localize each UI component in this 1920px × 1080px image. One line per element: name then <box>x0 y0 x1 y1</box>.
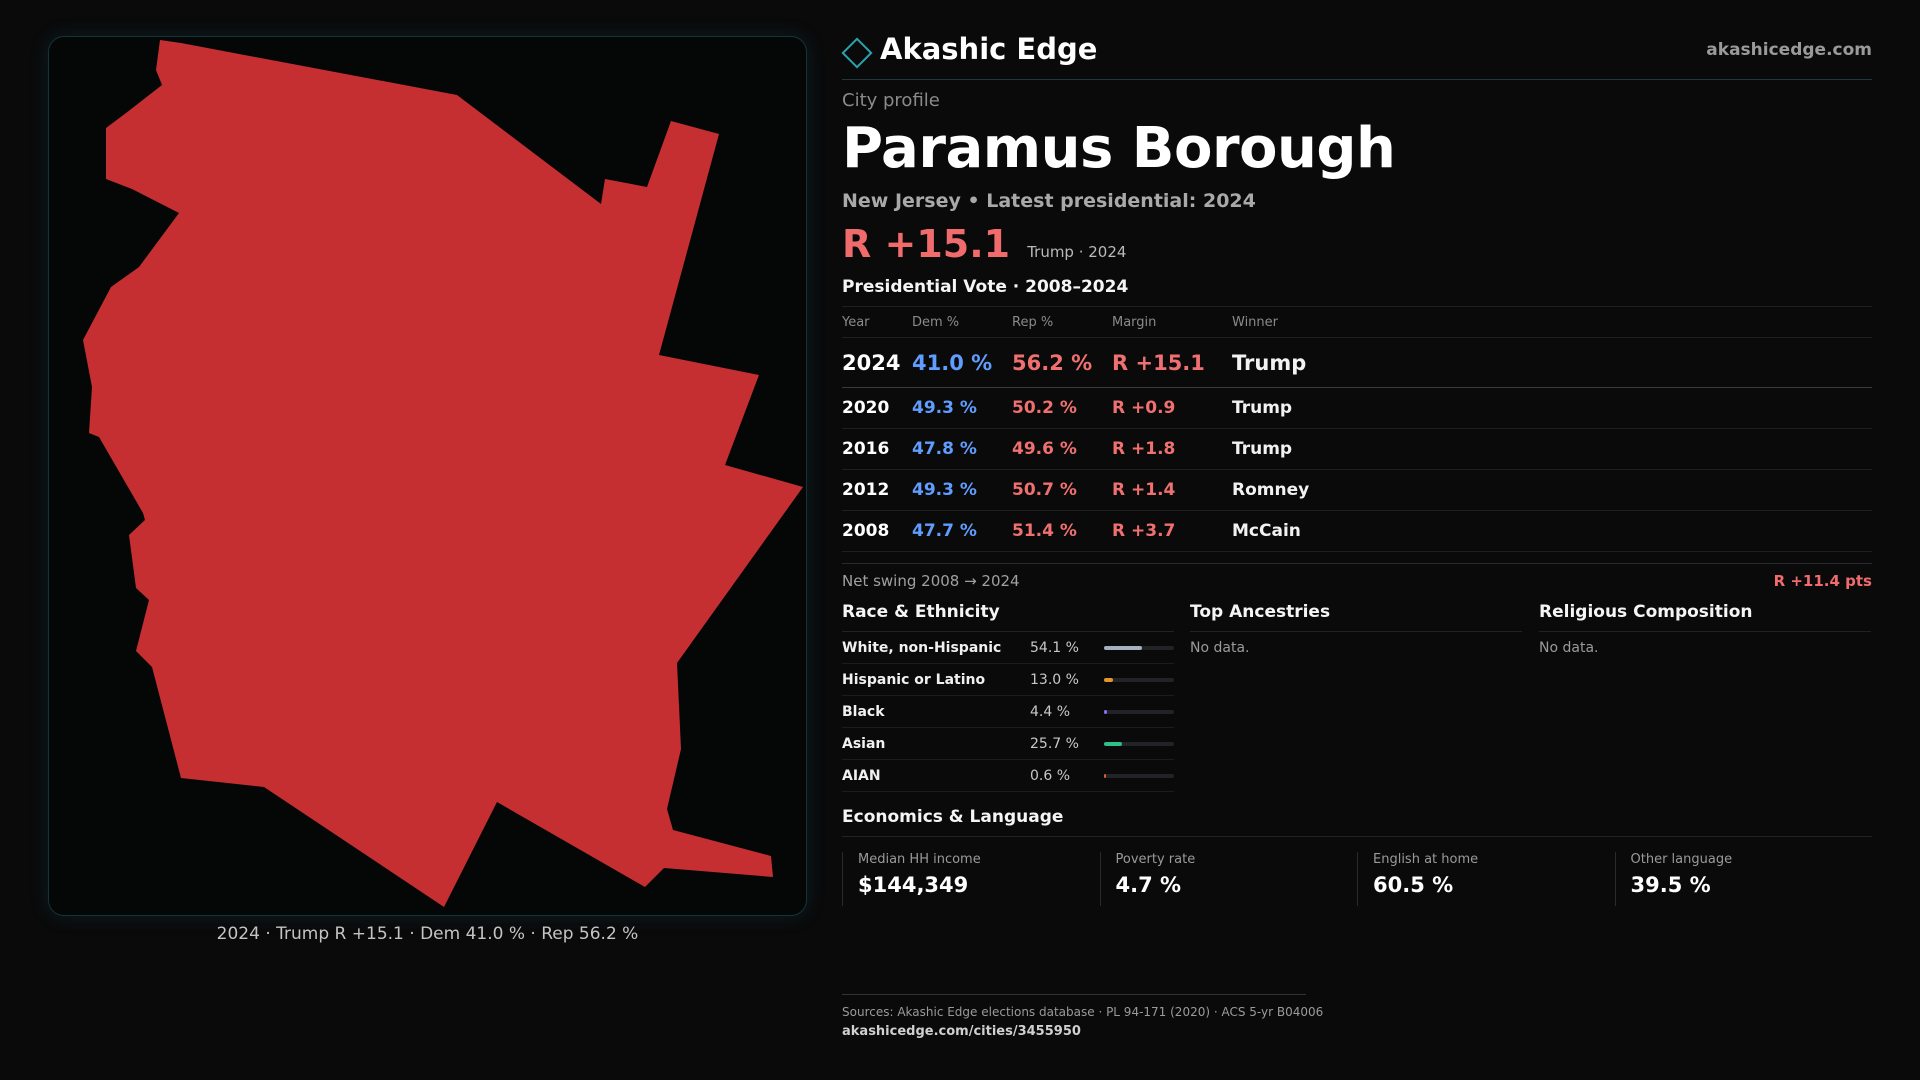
race-percent: 54.1 % <box>1030 639 1079 656</box>
municipality-map[interactable] <box>49 37 807 916</box>
vote-table-header <box>842 306 1872 338</box>
row-margin: R +1.4 <box>1112 480 1176 500</box>
footer-sources: Sources: Akashic Edge elections database · PL 94-171 (2020) · ACS 5-yr B04006 <box>842 1005 1324 1019</box>
race-label: White, non-Hispanic <box>842 639 1002 656</box>
race-row <box>842 728 1174 760</box>
row-winner: Trump <box>1232 398 1293 418</box>
race-label: AIAN <box>842 767 881 784</box>
economics-title: Economics & Language <box>842 807 1064 827</box>
municipality-shape[interactable] <box>83 40 803 907</box>
race-bar-track <box>1104 710 1174 714</box>
header-rep: Rep % <box>1012 314 1054 330</box>
race-row <box>842 696 1174 728</box>
vote-section-title: Presidential Vote · 2008–2024 <box>842 277 1129 297</box>
header-year: Year <box>842 314 870 330</box>
race-bar-track <box>1104 646 1174 650</box>
table-row <box>842 470 1872 511</box>
top-header <box>842 30 1872 80</box>
row-margin: R +15.1 <box>1112 350 1205 375</box>
row-rep: 51.4 % <box>1012 521 1077 541</box>
footer-url-link[interactable]: akashicedge.com/cities/3455950 <box>842 1024 1081 1039</box>
footer <box>842 994 1324 1039</box>
vote-table <box>842 306 1872 552</box>
econ-label: Poverty rate <box>1115 852 1196 867</box>
race-bar-fill <box>1104 742 1122 746</box>
row-year: 2008 <box>842 521 890 541</box>
table-row <box>842 338 1872 388</box>
table-row <box>842 388 1872 429</box>
map-panel[interactable] <box>48 36 807 916</box>
econ-cell-income <box>842 852 1100 906</box>
econ-value: 60.5 % <box>1373 873 1454 897</box>
race-label: Hispanic or Latino <box>842 671 986 688</box>
race-percent: 25.7 % <box>1030 735 1079 752</box>
net-swing-value: R +11.4 pts <box>1773 572 1872 590</box>
row-winner: McCain <box>1232 521 1301 541</box>
table-row <box>842 429 1872 470</box>
row-winner: Romney <box>1232 480 1310 500</box>
race-bar-fill <box>1104 646 1142 650</box>
map-caption: 2024 · Trump R +15.1 · Dem 41.0 % · Rep 56.2 % <box>216 924 639 944</box>
row-margin: R +3.7 <box>1112 521 1176 541</box>
profile-kicker: City profile <box>842 90 940 111</box>
race-row <box>842 632 1174 664</box>
page-title: Paramus Borough <box>842 116 1396 181</box>
race-row <box>842 760 1174 792</box>
econ-label: Median HH income <box>858 852 981 867</box>
ancestries-title: Top Ancestries <box>1190 602 1522 632</box>
race-bar-fill <box>1104 678 1113 682</box>
row-dem: 49.3 % <box>912 480 977 500</box>
row-margin: R +1.8 <box>1112 439 1176 459</box>
race-row <box>842 664 1174 696</box>
econ-cell-english <box>1357 852 1615 906</box>
row-rep: 49.6 % <box>1012 439 1077 459</box>
race-bar-track <box>1104 774 1174 778</box>
header-dem: Dem % <box>912 314 960 330</box>
lead-result <box>842 222 1126 266</box>
row-dem: 49.3 % <box>912 398 977 418</box>
site-url-link[interactable]: akashicedge.com <box>1706 40 1872 60</box>
race-percent: 0.6 % <box>1030 767 1071 784</box>
row-dem: 47.8 % <box>912 439 977 459</box>
race-label: Black <box>842 703 885 720</box>
row-dem: 47.7 % <box>912 521 977 541</box>
net-swing-label: Net swing 2008 → 2024 <box>842 572 1020 590</box>
page-subtitle: New Jersey • Latest presidential: 2024 <box>842 190 1256 212</box>
race-list <box>842 632 1174 792</box>
econ-value: $144,349 <box>858 873 969 897</box>
econ-value: 39.5 % <box>1630 873 1711 897</box>
row-margin: R +0.9 <box>1112 398 1176 418</box>
econ-value: 4.7 % <box>1115 873 1182 897</box>
race-bar-track <box>1104 742 1174 746</box>
row-winner: Trump <box>1232 350 1307 375</box>
econ-label: English at home <box>1373 852 1479 867</box>
economics-grid <box>842 852 1872 906</box>
race-bar-fill <box>1104 710 1107 714</box>
row-rep: 50.7 % <box>1012 480 1077 500</box>
econ-cell-poverty <box>1100 852 1358 906</box>
religion-panel <box>1539 602 1871 656</box>
row-rep: 50.2 % <box>1012 398 1077 418</box>
econ-label: Other language <box>1630 852 1733 867</box>
race-label: Asian <box>842 735 886 752</box>
race-bar-track <box>1104 678 1174 682</box>
table-row <box>842 511 1872 552</box>
row-dem: 41.0 % <box>912 350 993 375</box>
religion-empty: No data. <box>1539 640 1599 656</box>
economics-divider <box>842 836 1872 837</box>
header-margin: Margin <box>1112 314 1157 330</box>
logo-diamond-icon <box>841 37 872 68</box>
religion-title: Religious Composition <box>1539 602 1871 632</box>
net-swing-row <box>842 563 1872 591</box>
race-percent: 4.4 % <box>1030 703 1071 720</box>
row-year: 2024 <box>842 350 901 375</box>
row-year: 2016 <box>842 439 890 459</box>
ancestries-panel <box>1190 602 1522 656</box>
row-rep: 56.2 % <box>1012 350 1093 375</box>
row-year: 2012 <box>842 480 890 500</box>
brand-name[interactable]: Akashic Edge <box>880 32 1098 66</box>
row-winner: Trump <box>1232 439 1293 459</box>
race-percent: 13.0 % <box>1030 671 1079 688</box>
lead-note: Trump · 2024 <box>1027 243 1127 261</box>
row-year: 2020 <box>842 398 890 418</box>
race-ethnicity-panel <box>842 602 1174 792</box>
econ-cell-other-language <box>1615 852 1873 906</box>
ancestries-empty: No data. <box>1190 640 1250 656</box>
race-title: Race & Ethnicity <box>842 602 1174 632</box>
lead-margin: R +15.1 <box>842 222 1011 266</box>
race-bar-fill <box>1104 774 1106 778</box>
header-winner: Winner <box>1232 314 1279 330</box>
